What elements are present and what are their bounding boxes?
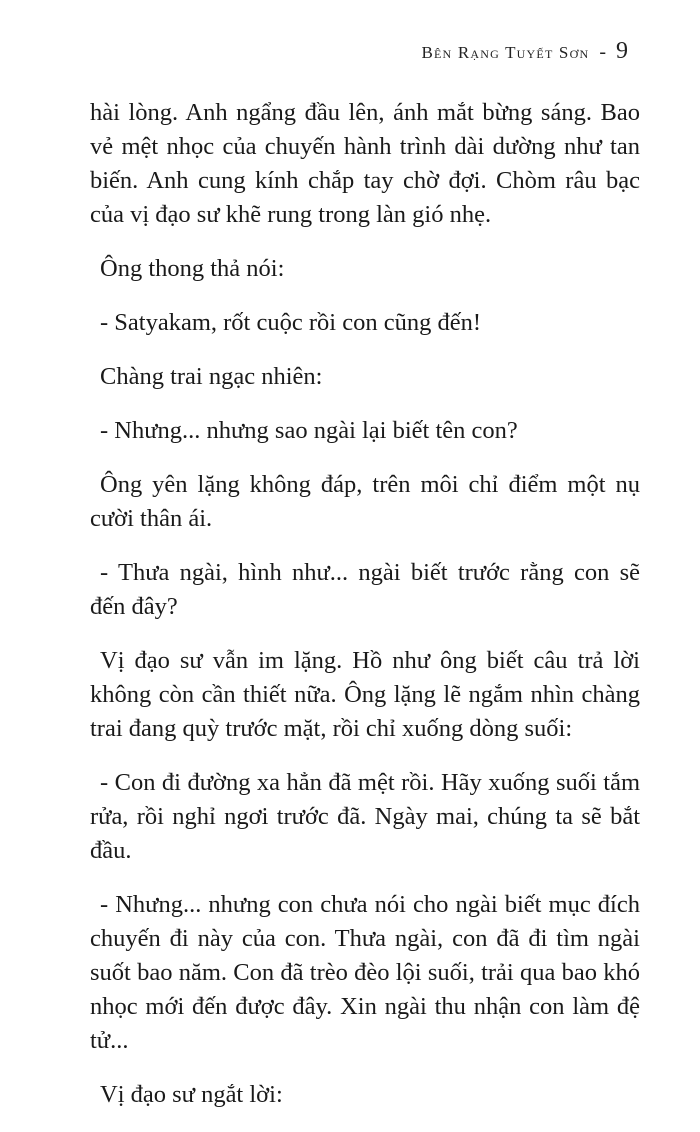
running-header-separator: - xyxy=(599,41,606,63)
paragraph-dialogue: - Thưa ngài, hình như... ngài biết trước rằng con sẽ đến đây? xyxy=(90,559,640,620)
paragraph-dialogue: - Con đi đường xa hẳn đã mệt rồi. Hãy xuống suối tắm rửa, rồi nghỉ ngơi trước đã. Ngày mai, chúng ta sẽ bắt đầu. xyxy=(90,769,640,864)
paragraph-dialogue: - Satyakam, rốt cuộc rồi con cũng đến! xyxy=(100,309,481,336)
running-header-title: Bên Rạng Tuyết Sơn xyxy=(421,43,590,62)
paragraph-continued: hài lòng. Anh ngẩng đầu lên, ánh mắt bừng sáng. Bao vẻ mệt nhọc của chuyến hành trình dài dường như tan biến. Anh cung kính chắp tay chờ đợi. Chòm râu bạc của vị đạo sư khẽ rung trong làn gió nhẹ. xyxy=(90,99,640,228)
paragraph-narration: Ông yên lặng không đáp, trên môi chỉ điểm một nụ cười thân ái. xyxy=(90,471,640,532)
paragraph-narration: Vị đạo sư vẫn im lặng. Hồ như ông biết câu trả lời không còn cần thiết nữa. Ông lặng lẽ ngắm nhìn chàng trai đang quỳ trước mặt, rồi chỉ xuống dòng suối: xyxy=(90,647,640,742)
paragraph-narration: Chàng trai ngạc nhiên: xyxy=(100,363,323,390)
paragraph-narration: Ông thong thả nói: xyxy=(100,255,285,282)
paragraph-dialogue: - Nhưng... nhưng sao ngài lại biết tên con? xyxy=(100,417,518,444)
running-header xyxy=(421,38,628,65)
paragraph-narration: Vị đạo sư ngắt lời: xyxy=(100,1081,283,1108)
paragraph-dialogue: - Nhưng... nhưng con chưa nói cho ngài biết mục đích chuyến đi này của con. Thưa ngài, con đã đi tìm ngài suốt bao năm. Con đã trèo đèo lội suối, trải qua bao khó nhọc mới đến được đây. Xin ngài thu nhận con làm đệ tử... xyxy=(90,891,640,1054)
page-body xyxy=(90,96,640,1132)
page-number: 9 xyxy=(616,38,628,64)
